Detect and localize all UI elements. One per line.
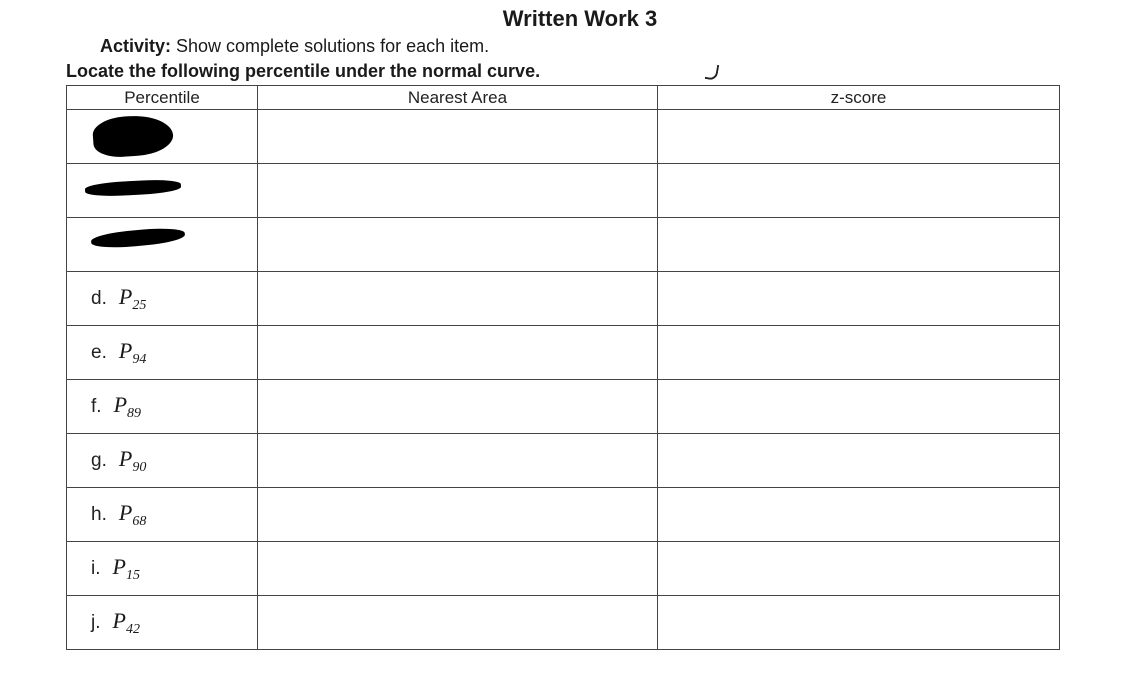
page-title: Written Work 3 — [502, 6, 658, 31]
z-score-cell[interactable] — [658, 272, 1060, 326]
redaction-mark — [85, 178, 182, 197]
percentile-subscript: 15 — [125, 567, 140, 583]
instruction-text: Locate the following percentile under the normal curve. — [66, 61, 541, 81]
percentile-subscript: 25 — [132, 297, 147, 313]
column-header-nearest-area: Nearest Area — [258, 86, 658, 110]
percentile-cell — [67, 380, 258, 434]
item-letter: f. — [91, 395, 102, 417]
z-score-cell[interactable] — [658, 542, 1060, 596]
table-row — [67, 218, 1060, 272]
table-row — [67, 110, 1060, 164]
percentile-cell — [67, 488, 258, 542]
percentile-cell — [67, 110, 258, 164]
nearest-area-cell[interactable] — [258, 164, 658, 218]
nearest-area-cell[interactable] — [258, 380, 658, 434]
z-score-cell[interactable] — [658, 326, 1060, 380]
nearest-area-cell[interactable] — [258, 596, 658, 650]
table-row — [67, 326, 1060, 380]
item-letter: i. — [91, 557, 101, 579]
percentile-symbol: P — [113, 391, 128, 417]
item-letter: e. — [91, 341, 107, 363]
nearest-area-cell[interactable] — [258, 272, 658, 326]
z-score-cell[interactable] — [658, 488, 1060, 542]
z-score-cell[interactable] — [658, 164, 1060, 218]
column-header-z-score: z-score — [658, 86, 1060, 110]
percentile-cell — [67, 596, 258, 650]
z-score-cell[interactable] — [658, 380, 1060, 434]
percentile-cell — [67, 218, 258, 272]
percentile-symbol: P — [112, 607, 126, 633]
percentile-symbol: P — [112, 553, 126, 579]
percentile-cell — [67, 164, 258, 218]
percentile-subscript: 94 — [132, 351, 147, 367]
table-header-row — [67, 86, 1060, 110]
item-letter: j. — [91, 611, 101, 633]
percentile-subscript: 68 — [132, 513, 147, 529]
percentile-cell — [67, 542, 258, 596]
percentile-subscript: 42 — [125, 621, 140, 637]
percentile-symbol: P — [118, 337, 133, 363]
percentile-symbol: P — [118, 445, 133, 471]
percentile-cell — [67, 434, 258, 488]
redaction-mark — [90, 226, 185, 250]
table-row — [67, 380, 1060, 434]
table-row — [67, 272, 1060, 326]
activity-label: Activity: — [100, 36, 172, 56]
nearest-area-cell[interactable] — [258, 488, 658, 542]
percentile-symbol: P — [118, 283, 133, 309]
nearest-area-cell[interactable] — [258, 326, 658, 380]
table-row — [67, 488, 1060, 542]
percentile-subscript: 90 — [132, 459, 147, 475]
item-letter: h. — [91, 503, 107, 525]
item-letter: g. — [91, 449, 107, 471]
percentile-symbol: P — [118, 499, 133, 525]
nearest-area-cell[interactable] — [258, 434, 658, 488]
percentile-table — [66, 85, 1060, 650]
redaction-mark — [92, 113, 175, 158]
table-row — [67, 542, 1060, 596]
column-header-percentile: Percentile — [67, 86, 258, 110]
z-score-cell[interactable] — [658, 110, 1060, 164]
nearest-area-cell[interactable] — [258, 542, 658, 596]
pen-mark — [705, 63, 720, 81]
nearest-area-cell[interactable] — [258, 110, 658, 164]
nearest-area-cell[interactable] — [258, 218, 658, 272]
z-score-cell[interactable] — [658, 596, 1060, 650]
item-letter: d. — [91, 287, 107, 309]
table-row — [67, 164, 1060, 218]
activity-line — [100, 36, 489, 57]
z-score-cell[interactable] — [658, 434, 1060, 488]
activity-text: Show complete solutions for each item. — [171, 36, 490, 56]
z-score-cell[interactable] — [658, 218, 1060, 272]
percentile-subscript: 89 — [127, 405, 142, 421]
percentile-cell — [67, 272, 258, 326]
table-row — [67, 596, 1060, 650]
table-row — [67, 434, 1060, 488]
percentile-cell — [67, 326, 258, 380]
